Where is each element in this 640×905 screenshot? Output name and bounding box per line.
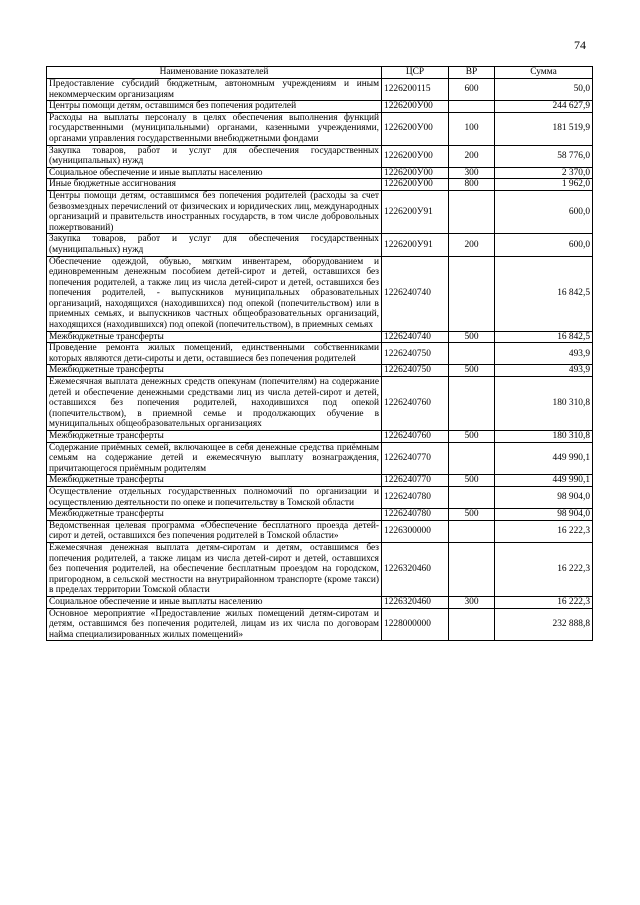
table-row [47,234,593,256]
row-name: Ведомственная целевая программа «Обеспечение бесплатного проезда детей-сирот и детей, оставшихся без попечения родителей в Томской области» [47,520,382,542]
row-csr: 1226200У00 [382,179,449,191]
row-csr: 1226200У00 [382,112,449,145]
row-name: Социальное обеспечение и иные выплаты населению [47,167,382,179]
row-vr [449,542,495,596]
row-sum: 58 776,0 [495,145,593,167]
row-name: Содержание приёмных семей, включающее в себя денежные средства приёмным семьям на содержание детей и ежемесячную выплату вознаграждения, причитающегося приёмным родителям [47,442,382,475]
table-row [47,509,593,521]
table-row [47,475,593,487]
row-name: Закупка товаров, работ и услуг для обеспечения государственных (муниципальных) нужд [47,234,382,256]
table-row [47,596,593,608]
row-csr: 1226240780 [382,486,449,508]
table-row [47,145,593,167]
row-csr: 1226200У00 [382,145,449,167]
row-sum: 600,0 [495,234,593,256]
row-vr: 500 [449,509,495,521]
row-csr: 1226240740 [382,256,449,331]
row-vr: 200 [449,145,495,167]
row-vr: 500 [449,431,495,443]
row-sum: 232 888,8 [495,608,593,641]
row-sum: 16 222,3 [495,596,593,608]
row-csr: 1226200У00 [382,167,449,179]
row-sum: 180 310,8 [495,377,593,431]
table-body [47,79,593,641]
row-sum: 600,0 [495,190,593,233]
row-vr: 600 [449,79,495,101]
row-vr [449,190,495,233]
row-name: Расходы на выплаты персоналу в целях обеспечения выполнения функций государственными (муниципальными) органами, казенными учреждениями, органами управления государственными внебюджетными фондами [47,112,382,145]
table-row [47,101,593,113]
row-sum: 16 222,3 [495,542,593,596]
row-sum: 50,0 [495,79,593,101]
row-name: Центры помощи детям, оставшимся без попечения родителей (расходы за счет безвозмездных перечислений от физических и юридических лиц, международных организаций и правительств иностранных государств, в том числе добровольных пожертвований) [47,190,382,233]
row-name: Предоставление субсидий бюджетным, автономным учреждениям и иным некоммерческим организациям [47,79,382,101]
row-vr [449,101,495,113]
row-csr: 1226240750 [382,365,449,377]
row-csr: 1226240760 [382,431,449,443]
row-name: Проведение ремонта жилых помещений, единственными собственниками которых являются дети-сироты и дети, оставшиеся без попечения родителей [47,343,382,365]
row-csr: 1226200У00 [382,101,449,113]
row-name: Ежемесячная выплата денежных средств опекунам (попечителям) на содержание детей и обеспечение денежными средствами лиц из числа детей-сирот и детей, оставшихся без попечения родителей, находившихся под опекой (попечительством), в приемной семье и продолжающих обучение в муниципальных общеобразовательных организациях [47,377,382,431]
table-row [47,486,593,508]
table-row [47,608,593,641]
row-csr: 1226240750 [382,343,449,365]
row-vr [449,608,495,641]
table-row [47,256,593,331]
row-vr: 500 [449,475,495,487]
row-csr: 1226240740 [382,331,449,343]
table-row [47,542,593,596]
row-sum: 449 990,1 [495,475,593,487]
table-row [47,179,593,191]
row-name: Центры помощи детям, оставшимся без попечения родителей [47,101,382,113]
row-name: Ежемесячная денежная выплата детям-сиротам и детям, оставшимся без попечения родителей, а также лицам из числа детей-сирот и детей, оставшихся без попечения родителей, на обеспечение бесплатным проездом на городском, пригородном, в сельской местности на внутрирайонном транспорте (кроме такси) в пределах территории Томской области [47,542,382,596]
row-name: Межбюджетные трансферты [47,431,382,443]
row-name: Основное мероприятие «Предоставление жилых помещений детям-сиротам и детям, оставшимся без попечения родителей, лицам из их числа по договорам найма специализированных жилых помещений» [47,608,382,641]
row-csr: 1226320460 [382,596,449,608]
table-row [47,343,593,365]
row-sum: 493,9 [495,365,593,377]
row-csr: 1228000000 [382,608,449,641]
row-sum: 16 222,3 [495,520,593,542]
row-csr: 1226300000 [382,520,449,542]
row-vr: 500 [449,331,495,343]
table-row [47,365,593,377]
row-name: Закупка товаров, работ и услуг для обеспечения государственных (муниципальных) нужд [47,145,382,167]
table-row [47,79,593,101]
row-vr: 100 [449,112,495,145]
row-name: Социальное обеспечение и иные выплаты населению [47,596,382,608]
row-name: Межбюджетные трансферты [47,365,382,377]
table-row [47,190,593,233]
row-sum: 98 904,0 [495,509,593,521]
table-row [47,331,593,343]
row-name: Осуществление отдельных государственных полномочий по организации и осуществлению деятельности по опеке и попечительству в Томской области [47,486,382,508]
header-name: Наименование показателей [47,67,382,79]
row-name: Межбюджетные трансферты [47,509,382,521]
table-row [47,442,593,475]
table-row [47,167,593,179]
row-name: Обеспечение одеждой, обувью, мягким инвентарем, оборудованием и единовременным денежным пособием детей-сирот и детей, оставшихся без попечения родителей, а также лиц из числа детей-сирот и детей, оставшихся без попечения родителей, - выпускников муниципальных образовательных организаций, находящихся (находившихся) под опекой (попечительством) или в приемных семьях, и выпускников частных общеобразовательных организаций, находящихся (находившихся) под опекой (попечительством), в приемных семьях [47,256,382,331]
row-vr: 800 [449,179,495,191]
row-csr: 1226320460 [382,542,449,596]
row-vr: 200 [449,234,495,256]
row-csr: 1226240780 [382,509,449,521]
table-row [47,377,593,431]
row-name: Иные бюджетные ассигнования [47,179,382,191]
row-vr [449,442,495,475]
row-sum: 449 990,1 [495,442,593,475]
table-row [47,431,593,443]
row-vr: 300 [449,596,495,608]
header-row [47,67,593,79]
row-vr: 500 [449,365,495,377]
page-number: 74 [574,38,586,52]
row-vr [449,377,495,431]
row-vr [449,486,495,508]
row-sum: 493,9 [495,343,593,365]
budget-table [46,66,593,641]
header-sum: Сумма [495,67,593,79]
header-vr: ВР [449,67,495,79]
row-sum: 16 842,5 [495,256,593,331]
row-vr [449,343,495,365]
row-name: Межбюджетные трансферты [47,475,382,487]
row-csr: 1226240770 [382,442,449,475]
row-csr: 1226240770 [382,475,449,487]
row-csr: 1226200У91 [382,190,449,233]
row-csr: 1226200У91 [382,234,449,256]
row-sum: 244 627,9 [495,101,593,113]
row-csr: 1226200115 [382,79,449,101]
row-sum: 2 370,0 [495,167,593,179]
row-sum: 16 842,5 [495,331,593,343]
row-sum: 181 519,9 [495,112,593,145]
table-row [47,112,593,145]
row-name: Межбюджетные трансферты [47,331,382,343]
row-vr: 300 [449,167,495,179]
row-csr: 1226240760 [382,377,449,431]
row-sum: 180 310,8 [495,431,593,443]
row-vr [449,520,495,542]
row-sum: 1 962,0 [495,179,593,191]
row-vr [449,256,495,331]
header-csr: ЦСР [382,67,449,79]
row-sum: 98 904,0 [495,486,593,508]
table-row [47,520,593,542]
